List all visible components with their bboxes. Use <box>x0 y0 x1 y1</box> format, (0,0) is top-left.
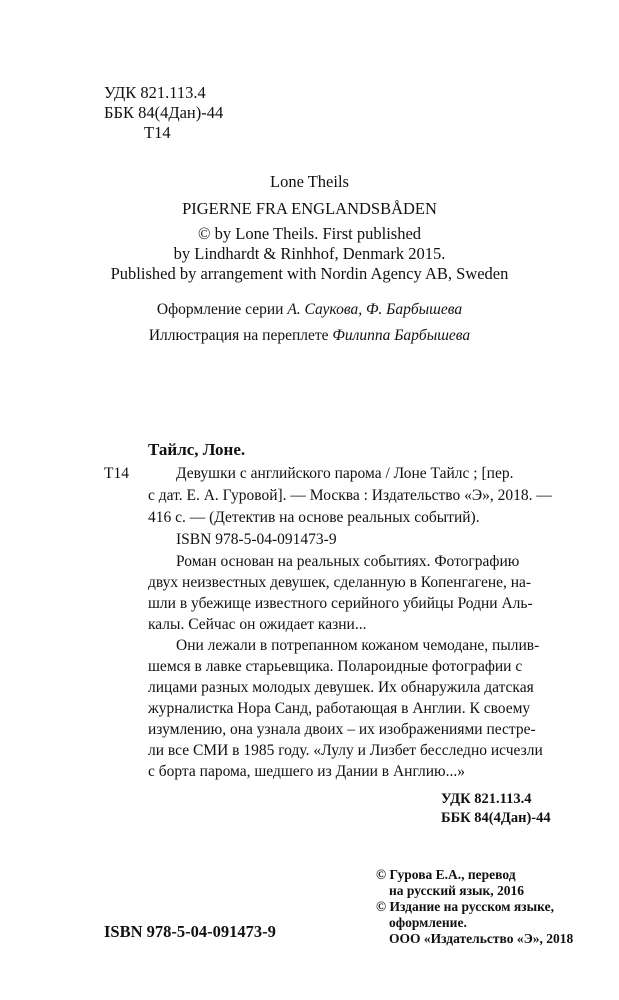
udk-code: УДК 821.113.4 <box>104 83 206 102</box>
annotation-p1-line-1: Роман основан на реальных событиях. Фотографию <box>176 553 520 570</box>
rights-translation-lang: на русский язык, 2016 <box>389 883 525 898</box>
annotation-p2-line-3: лицами разных молодых девушек. Их обнаружила датская <box>148 679 534 696</box>
bottom-isbn: ISBN 978-5-04-091473-9 <box>104 922 276 941</box>
catalog-line-2: с дат. Е. А. Гуровой]. — Москва : Издательство «Э», 2018. — <box>148 487 552 504</box>
copyright-line-2: by Lindhardt & Rinhhof, Denmark 2015. <box>173 244 446 263</box>
catalog-line-3: 416 с. — (Детектив на основе реальных событий). <box>148 509 480 526</box>
rights-edition: © Издание на русском языке, <box>376 899 554 914</box>
catalog-line-1: Девушки с английского парома / Лоне Тайлс ; [пер. <box>176 465 514 482</box>
catalog-isbn: ISBN 978-5-04-091473-9 <box>176 531 337 548</box>
bottom-bbk-code: ББК 84(4Дан)-44 <box>441 810 551 826</box>
annotation-p2-line-7: с борта парома, шедшего из Дании в Англию...» <box>148 763 466 780</box>
rights-design: оформление. <box>389 915 467 930</box>
rights-translation: © Гурова Е.А., перевод <box>376 867 516 882</box>
rights-publisher: ООО «Издательство «Э», 2018 <box>389 931 574 946</box>
bottom-udk-code: УДК 821.113.4 <box>441 791 532 807</box>
annotation-p1-line-2: двух неизвестных девушек, сделанную в Копенгагене, на- <box>148 574 532 591</box>
annotation-p2-line-6: ли все СМИ в 1985 году. «Лулу и Лизбет бесследно исчезли <box>148 742 543 759</box>
copyright-line-3: Published by arrangement with Nordin Agency AB, Sweden <box>110 264 509 283</box>
catalog-mark: Т14 <box>104 465 129 482</box>
original-author: Lone Theils <box>270 172 349 191</box>
cover-illustration-name: Филиппа Барбышева <box>332 327 471 344</box>
original-title: PIGERNE FRA ENGLANDSBÅDEN <box>182 199 437 218</box>
series-design-credit <box>0 300 619 320</box>
cover-illustration-label: Иллюстрация на переплете <box>148 327 329 344</box>
annotation-p2-line-5: изумлению, она узнала двоих – их изображениями пестре- <box>148 721 536 738</box>
copyright-line-1: © by Lone Theils. First published <box>197 224 422 243</box>
annotation-p2-line-2: шемся в лавке старьевщика. Полароидные фотографии с <box>148 658 523 675</box>
series-design-names: А. Саукова, Ф. Барбышева <box>287 301 463 318</box>
author-mark: Т14 <box>144 123 171 142</box>
annotation-p1-line-4: калы. Сейчас он ожидает казни... <box>148 616 367 633</box>
annotation-p2-line-4: журналистка Нора Санд, работающая в Англии. К своему <box>148 700 531 717</box>
bbk-code: ББК 84(4Дан)-44 <box>104 103 224 122</box>
catalog-heading: Тайлс, Лоне. <box>148 440 246 459</box>
annotation-p2-line-1: Они лежали в потрепанном кожаном чемодане, пылив- <box>176 637 540 654</box>
cover-illustration-credit <box>0 326 619 346</box>
series-design-label: Оформление серии <box>156 301 284 318</box>
annotation-p1-line-3: шли в убежище известного серийного убийцы Родни Аль- <box>148 595 533 612</box>
